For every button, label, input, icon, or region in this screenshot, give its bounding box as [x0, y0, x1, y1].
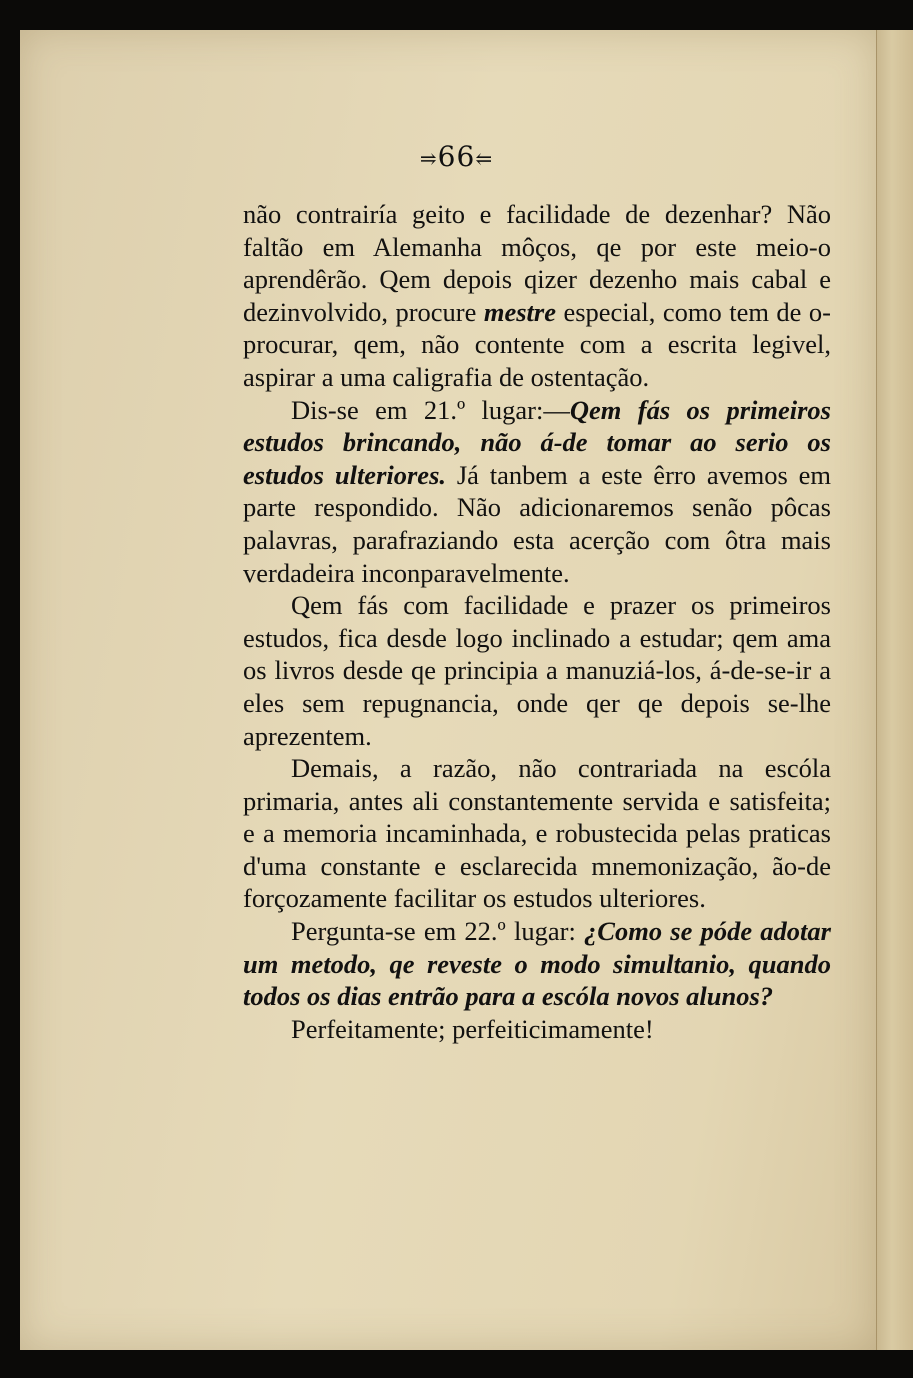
italic-run: ¿Como se póde adotar um metodo, qe reveste o modo simultanio, quando todos os dias entrão para a escóla novos alunos? — [243, 916, 831, 1012]
body-text — [243, 198, 831, 1045]
italic-run: Qem fás os primeiros estudos brincando, não á-de tomar ao serio os estudos ulteriores. — [243, 394, 831, 490]
paragraph — [243, 915, 831, 1013]
paragraph — [243, 394, 831, 590]
paragraph — [243, 752, 831, 915]
text-run: Já tanbem a este êrro avemos em parte respondido. Não adicionaremos senão pôcas palavras, parafraziando esta acerção com ôtra mais verdadeira inconparavelmente. — [243, 459, 831, 588]
paragraph — [243, 198, 831, 394]
text-run: Demais, a razão, não contrariada na escóla primaria, antes ali constantemente servida e satisfeita; e a memoria incaminhada, e robustecida pelas praticas d'uma constante e esclarecida mnemonização, ão-de forçozamente facilitar os estudos ulteriores. — [243, 753, 831, 914]
ornament-left-icon: ⥤ — [419, 146, 438, 171]
text-run: não contrairía geito e facilidade de dezenhar? Não faltão em Alemanha môços, qe por este meio-o aprendêrão. Qem depois qizer dezenho mais cabal e dezinvolvido, procure — [243, 199, 831, 327]
italic-run: mestre — [483, 296, 556, 327]
text-run: Qem fás com facilidade e prazer os primeiros estudos, fica desde logo inclinado a estudar; qem ama os livros desde qe principia a manuziá-los, á-de-se-ir a eles sem repugnancia, onde qer qe depois se-lhe aprezentem. — [243, 590, 831, 751]
ornament-right-icon: ⥢ — [475, 146, 494, 171]
text-run: Dis-se em 21.º lugar:— — [291, 394, 570, 425]
text-run: Pergunta-se em 22.º lugar: — [291, 916, 585, 947]
page-number: 66 — [437, 140, 476, 173]
text-run: especial, como tem de o-procurar, qem, não contente com a escrita legivel, aspirar a uma caligrafia de ostentação. — [243, 296, 831, 392]
next-page-edge — [876, 30, 913, 1350]
paragraph — [243, 589, 831, 752]
page-header — [0, 140, 913, 173]
text-run: Perfeitamente; perfeiticimamente! — [291, 1013, 654, 1044]
paragraph — [243, 1013, 831, 1046]
